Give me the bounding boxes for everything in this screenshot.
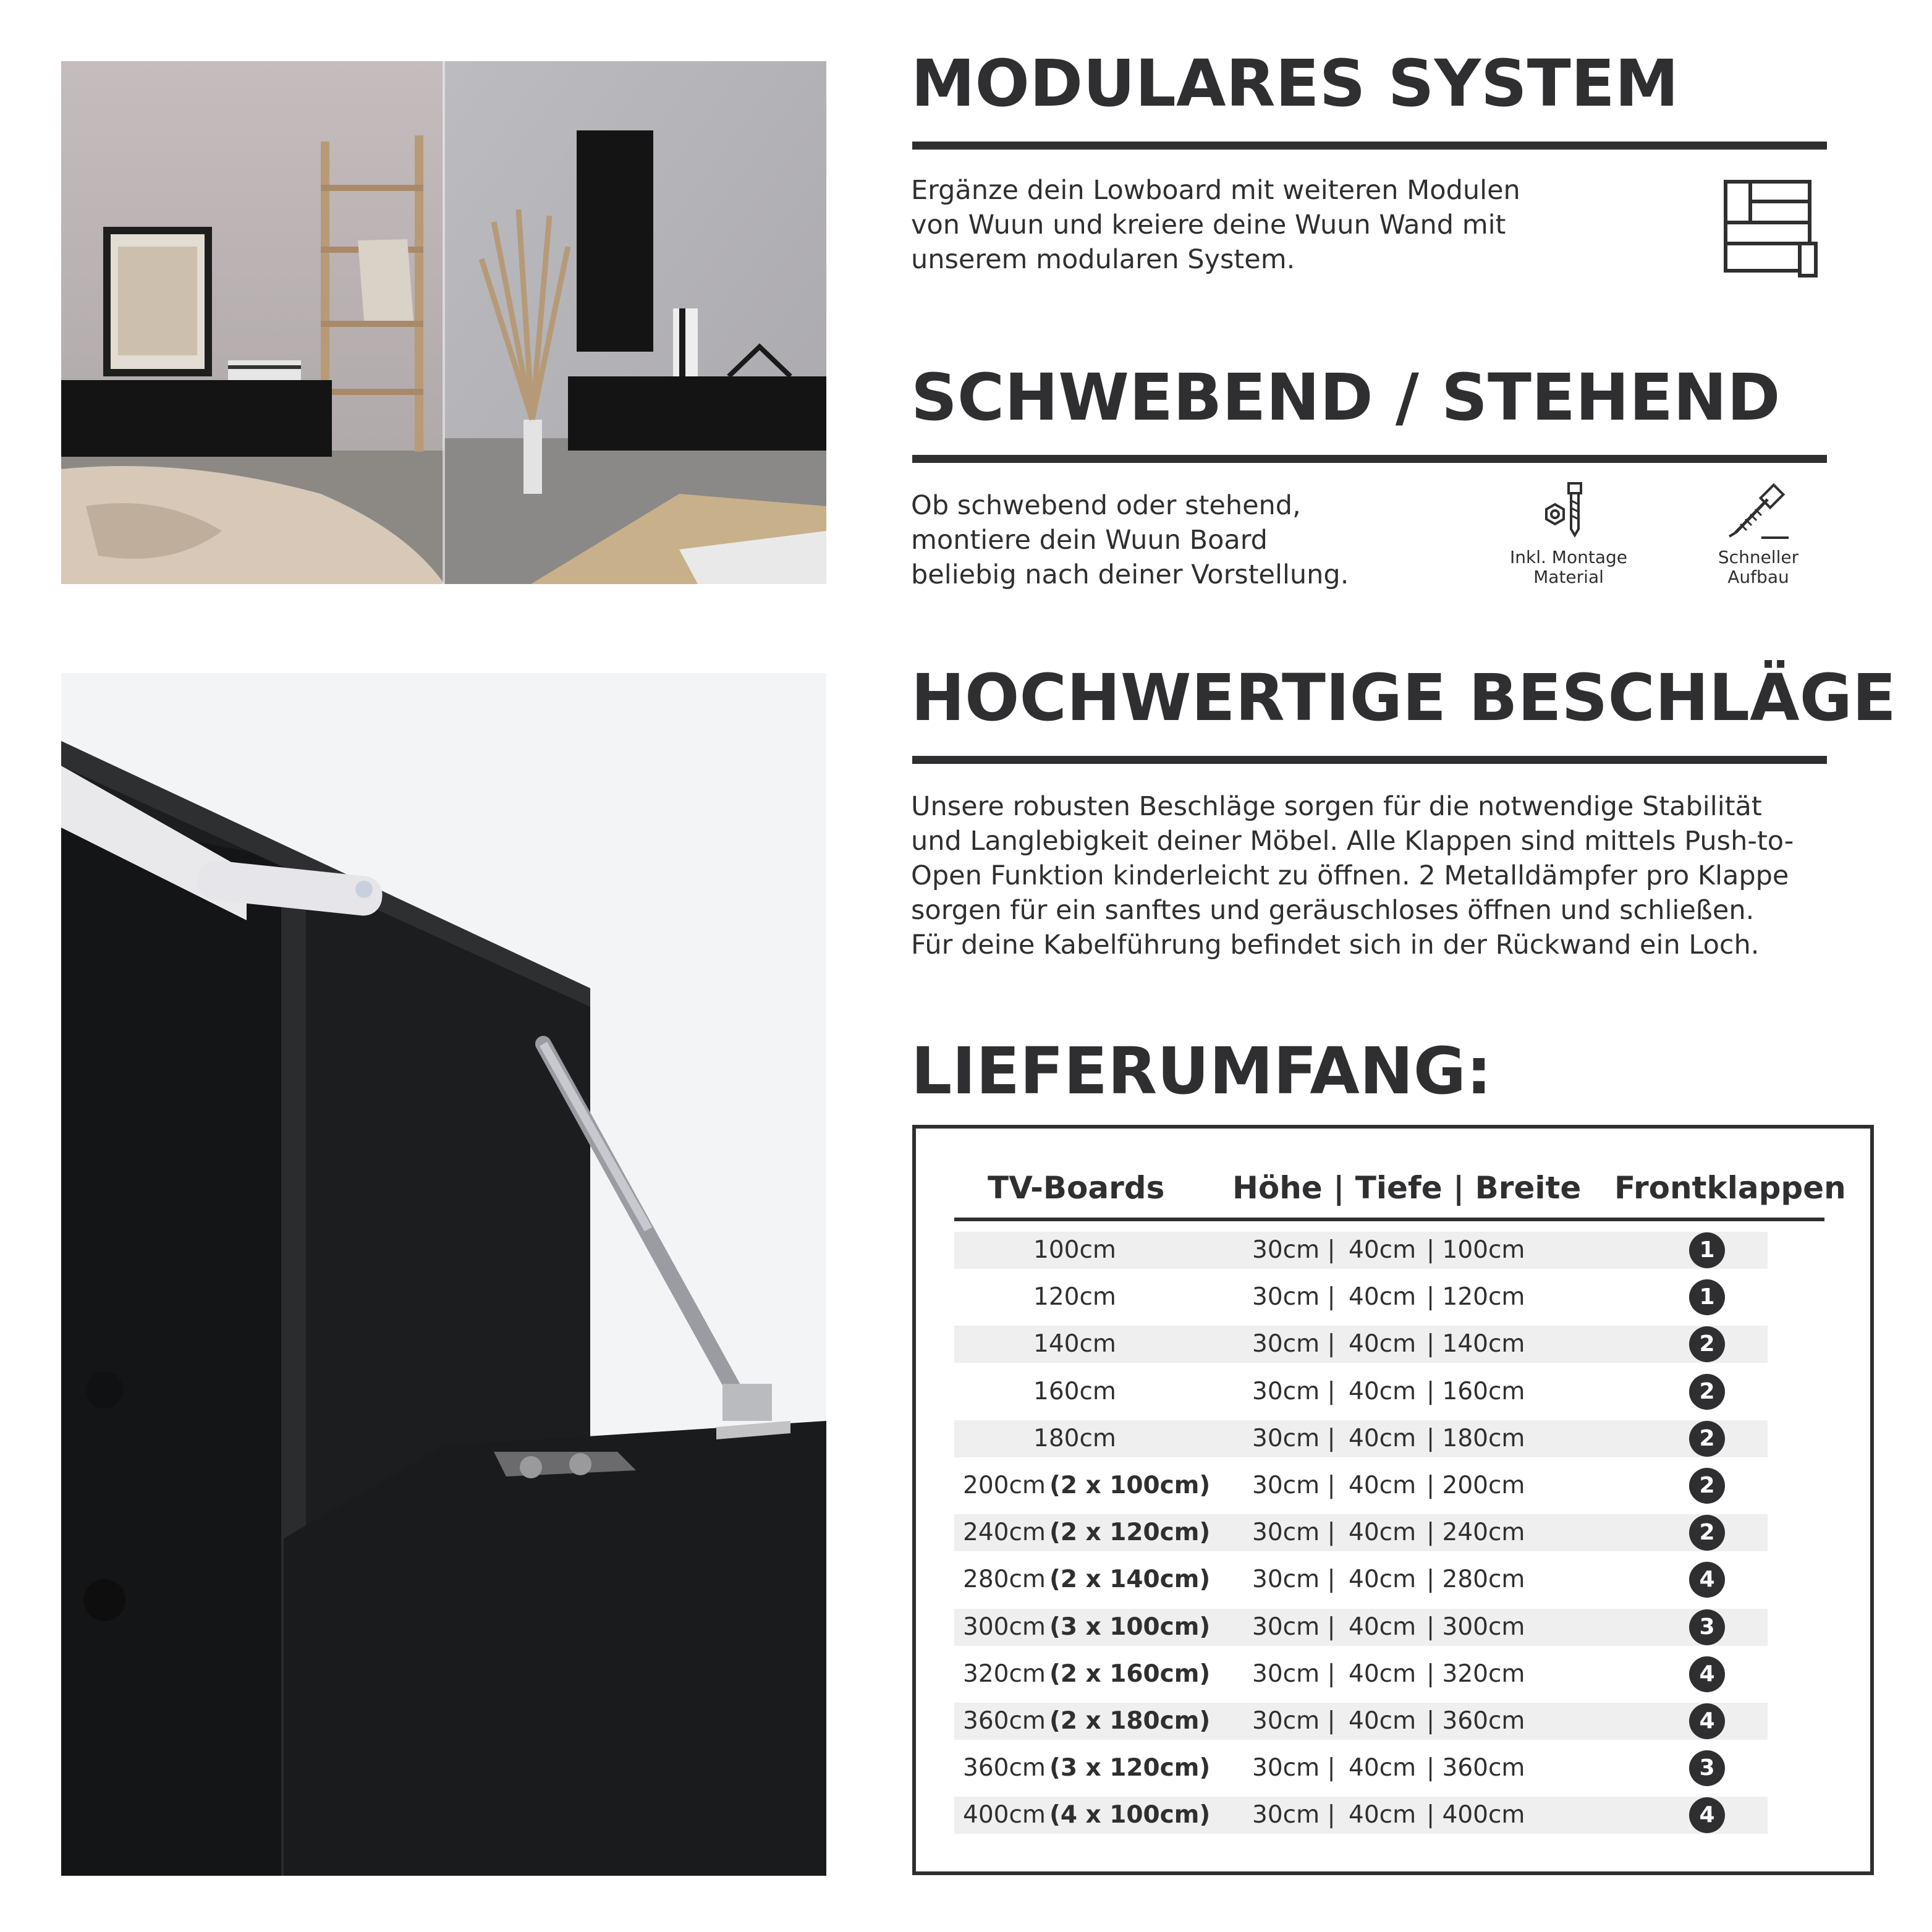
board-size: 160cm [1033, 1378, 1116, 1405]
dim-depth: 40cm [1349, 1566, 1417, 1593]
table-row [954, 1609, 1768, 1646]
table-row [954, 1656, 1768, 1693]
table-row [954, 1373, 1768, 1410]
dim-depth: 40cm [1349, 1472, 1417, 1499]
section-title-fittings: HOCHWERTIGE BESCHLÄGE [911, 660, 1896, 735]
flap-count-badge: 4 [1689, 1703, 1725, 1739]
dim-height: 30cm | [1252, 1330, 1336, 1358]
table-row [954, 1279, 1768, 1316]
text-line: und Langlebigkeit deiner Möbel. Alle Klappen sind mittels Push-to- [911, 826, 1794, 857]
board-size: 140cm [1033, 1330, 1116, 1358]
dim-depth: 40cm [1349, 1754, 1417, 1782]
dim-depth: 40cm [1349, 1613, 1417, 1641]
caption-line: Aufbau [1727, 567, 1789, 587]
dim-depth: 40cm [1349, 1519, 1417, 1546]
section-title-mounting: SCHWEBEND / STEHEND [911, 360, 1781, 435]
dim-width: | 360cm [1426, 1754, 1525, 1782]
board-combo: (2 x 160cm) [1049, 1660, 1211, 1688]
dim-width: | 160cm [1426, 1378, 1525, 1405]
dim-height: 30cm | [1252, 1660, 1336, 1688]
board-size: 360cm [963, 1754, 1046, 1782]
screw-nut-icon [1540, 480, 1596, 541]
dim-height: 30cm | [1252, 1566, 1336, 1593]
caption-line: Inkl. Montage [1510, 547, 1627, 567]
dim-height: 30cm | [1252, 1236, 1336, 1264]
dim-height: 30cm | [1252, 1472, 1336, 1499]
living-room-illustration [61, 61, 826, 584]
fittings-description [911, 789, 1794, 962]
dim-depth: 40cm [1349, 1283, 1417, 1311]
dim-width: | 280cm [1426, 1566, 1525, 1593]
mounting-description [911, 488, 1349, 592]
flap-count-badge: 3 [1689, 1750, 1725, 1786]
flap-count-badge: 2 [1689, 1515, 1725, 1551]
dim-height: 30cm | [1252, 1519, 1336, 1546]
dim-depth: 40cm [1349, 1660, 1417, 1688]
board-size: 320cm [963, 1660, 1046, 1688]
dim-width: | 180cm [1426, 1425, 1525, 1452]
board-size: 400cm [963, 1801, 1046, 1829]
column-header-boards: TV-Boards [988, 1170, 1165, 1206]
dim-height: 30cm | [1252, 1801, 1336, 1829]
flap-count-badge: 4 [1689, 1656, 1725, 1692]
section-title-delivery: LIEFERUMFANG: [911, 1033, 1492, 1109]
board-combo: (4 x 100cm) [1049, 1801, 1211, 1829]
board-combo: (2 x 100cm) [1049, 1472, 1211, 1499]
dim-height: 30cm | [1252, 1754, 1336, 1782]
table-row [954, 1514, 1768, 1551]
text-line: Open Funktion kinderleicht zu öffnen. 2 Metalldämpfer pro Klappe [911, 860, 1789, 891]
table-row [954, 1326, 1768, 1363]
table-row [954, 1797, 1768, 1834]
section-divider [912, 455, 1827, 463]
section-divider [912, 142, 1827, 150]
flap-count-badge: 2 [1689, 1326, 1725, 1362]
dim-width: | 140cm [1426, 1330, 1525, 1358]
fittings-photo [61, 673, 826, 1876]
table-row [954, 1467, 1768, 1504]
table-row [954, 1561, 1768, 1598]
table-row [954, 1420, 1768, 1457]
board-size: 360cm [963, 1707, 1046, 1735]
text-line: Ergänze dein Lowboard mit weiteren Modulen [911, 175, 1520, 206]
dim-width: | 120cm [1426, 1283, 1525, 1311]
screwdriver-icon [1724, 480, 1792, 541]
modular-grid-icon [1723, 179, 1826, 282]
dim-depth: 40cm [1349, 1378, 1417, 1405]
flap-count-badge: 4 [1689, 1562, 1725, 1598]
text-line: beliebig nach deiner Vorstellung. [911, 559, 1349, 590]
fittings-illustration [61, 673, 826, 1876]
dim-height: 30cm | [1252, 1707, 1336, 1735]
dim-width: | 320cm [1426, 1660, 1525, 1688]
board-combo: (2 x 120cm) [1049, 1519, 1211, 1546]
text-line: Für deine Kabelführung befindet sich in der Rückwand ein Loch. [911, 930, 1760, 960]
board-size: 120cm [1033, 1283, 1116, 1311]
dim-width: | 300cm [1426, 1613, 1525, 1641]
text-line: montiere dein Wuun Board [911, 525, 1268, 556]
flap-count-badge: 2 [1689, 1468, 1725, 1504]
board-size: 180cm [1033, 1425, 1116, 1452]
dim-width: | 360cm [1426, 1707, 1525, 1735]
dim-width: | 200cm [1426, 1472, 1525, 1499]
dim-width: | 400cm [1426, 1801, 1525, 1829]
feature-caption [1684, 548, 1832, 587]
text-line: sorgen für ein sanftes und geräuschloses öffnen und schließen. [911, 895, 1755, 926]
flap-count-badge: 2 [1689, 1421, 1725, 1457]
board-size: 280cm [963, 1566, 1046, 1593]
header-divider [954, 1218, 1824, 1221]
text-line: von Wuun und kreiere deine Wuun Wand mit [911, 210, 1506, 240]
section-divider [912, 756, 1827, 764]
dim-depth: 40cm [1349, 1236, 1417, 1264]
dim-height: 30cm | [1252, 1283, 1336, 1311]
board-size: 100cm [1033, 1236, 1116, 1264]
dim-height: 30cm | [1252, 1613, 1336, 1641]
board-combo: (3 x 120cm) [1049, 1754, 1211, 1782]
flap-count-badge: 3 [1689, 1609, 1725, 1645]
dim-height: 30cm | [1252, 1425, 1336, 1452]
board-combo: (2 x 180cm) [1049, 1707, 1211, 1735]
table-row [954, 1703, 1768, 1740]
flap-count-badge: 2 [1689, 1374, 1725, 1410]
table-row [954, 1750, 1768, 1787]
dim-width: | 240cm [1426, 1519, 1525, 1546]
board-combo: (3 x 100cm) [1049, 1613, 1211, 1641]
modular-description [911, 173, 1520, 277]
caption-line: Schneller [1718, 547, 1799, 567]
flap-count-badge: 1 [1689, 1232, 1725, 1268]
board-combo: (2 x 140cm) [1049, 1566, 1211, 1593]
board-size: 200cm [963, 1472, 1046, 1499]
living-room-photo [61, 61, 826, 584]
column-header-dims: Höhe | Tiefe | Breite [1232, 1170, 1582, 1206]
text-line: Unsere robusten Beschläge sorgen für die notwendige Stabilität [911, 791, 1762, 822]
section-title-modular: MODULARES SYSTEM [911, 46, 1679, 121]
dim-width: | 100cm [1426, 1236, 1525, 1264]
text-line: unserem modularen System. [911, 244, 1295, 275]
dim-depth: 40cm [1349, 1707, 1417, 1735]
flap-count-badge: 1 [1689, 1279, 1725, 1315]
dim-height: 30cm | [1252, 1378, 1336, 1405]
dim-depth: 40cm [1349, 1330, 1417, 1358]
text-line: Ob schwebend oder stehend, [911, 490, 1301, 521]
column-header-flaps: Frontklappen [1614, 1170, 1846, 1206]
dim-depth: 40cm [1349, 1801, 1417, 1829]
dim-depth: 40cm [1349, 1425, 1417, 1452]
flap-count-badge: 4 [1689, 1797, 1725, 1833]
board-size: 300cm [963, 1613, 1046, 1641]
caption-line: Material [1533, 567, 1604, 587]
table-row [954, 1232, 1768, 1269]
feature-caption [1494, 548, 1643, 587]
board-size: 240cm [963, 1519, 1046, 1546]
